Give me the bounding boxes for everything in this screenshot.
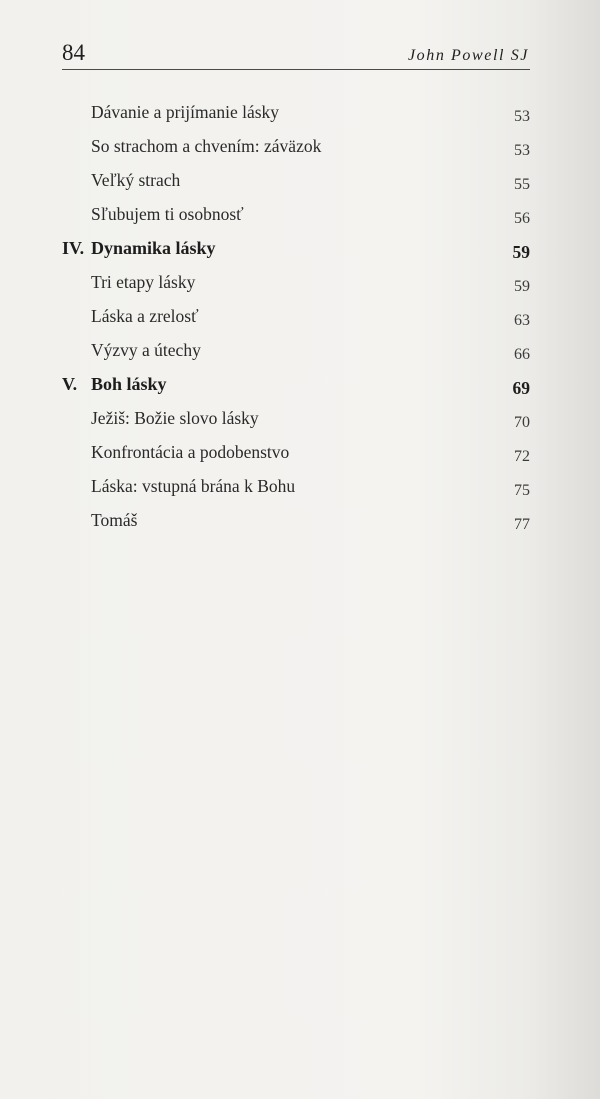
toc-page-number: 55 <box>514 176 530 193</box>
toc-page-number: 59 <box>512 242 530 262</box>
toc-entry-row <box>62 266 530 300</box>
page-number: 84 <box>62 40 85 65</box>
toc-entry-title: Veľký strach <box>91 170 181 190</box>
toc-entry-row <box>62 164 530 198</box>
toc-page-number: 56 <box>514 210 530 227</box>
toc-part-title: Boh lásky <box>91 374 167 394</box>
toc-entry-title: Konfrontácia a podobenstvo <box>91 442 290 462</box>
toc-page-number: 53 <box>514 142 530 159</box>
toc-page-number: 53 <box>514 108 530 125</box>
toc-entry-title: Tri etapy lásky <box>91 272 196 292</box>
toc-entry-row <box>62 96 530 130</box>
toc-page-number: 75 <box>514 482 530 499</box>
toc-entry-row <box>62 300 530 334</box>
toc-part-row <box>62 232 530 266</box>
toc-part-title: Dynamika lásky <box>91 238 216 258</box>
toc-entry-title: Sľubujem ti osobnosť <box>91 204 244 224</box>
toc-entry-row <box>62 470 530 504</box>
toc-page-number: 77 <box>514 516 530 533</box>
toc-part-number: IV. <box>62 238 85 258</box>
toc-entry-title: Láska: vstupná brána k Bohu <box>91 476 296 496</box>
toc-page-number: 70 <box>514 414 530 431</box>
toc-entry-title: Ježiš: Božie slovo lásky <box>91 408 259 428</box>
toc-entry-row <box>62 402 530 436</box>
table-of-contents <box>62 96 530 538</box>
toc-entry-title: Tomáš <box>91 510 138 530</box>
toc-part-row <box>62 368 530 402</box>
running-head: John Powell SJ <box>407 47 529 64</box>
toc-page-number: 66 <box>514 346 530 363</box>
toc-entry-row <box>62 334 530 368</box>
toc-entry-row <box>62 130 530 164</box>
toc-entry-title: Láska a zrelosť <box>91 306 199 326</box>
toc-part-number: V. <box>62 374 78 394</box>
header-rule <box>62 69 530 70</box>
toc-entry-title: Výzvy a útechy <box>91 340 201 360</box>
toc-entry-title: So strachom a chvením: záväzok <box>91 136 322 156</box>
toc-entry-title: Dávanie a prijímanie lásky <box>91 102 280 122</box>
toc-page-number: 72 <box>514 448 530 465</box>
toc-page-number: 69 <box>512 378 530 398</box>
toc-page-number: 59 <box>514 278 530 295</box>
toc-entry-row <box>62 504 530 538</box>
toc-page-number: 63 <box>514 312 530 329</box>
toc-entry-row <box>62 198 530 232</box>
toc-entry-row <box>62 436 530 470</box>
